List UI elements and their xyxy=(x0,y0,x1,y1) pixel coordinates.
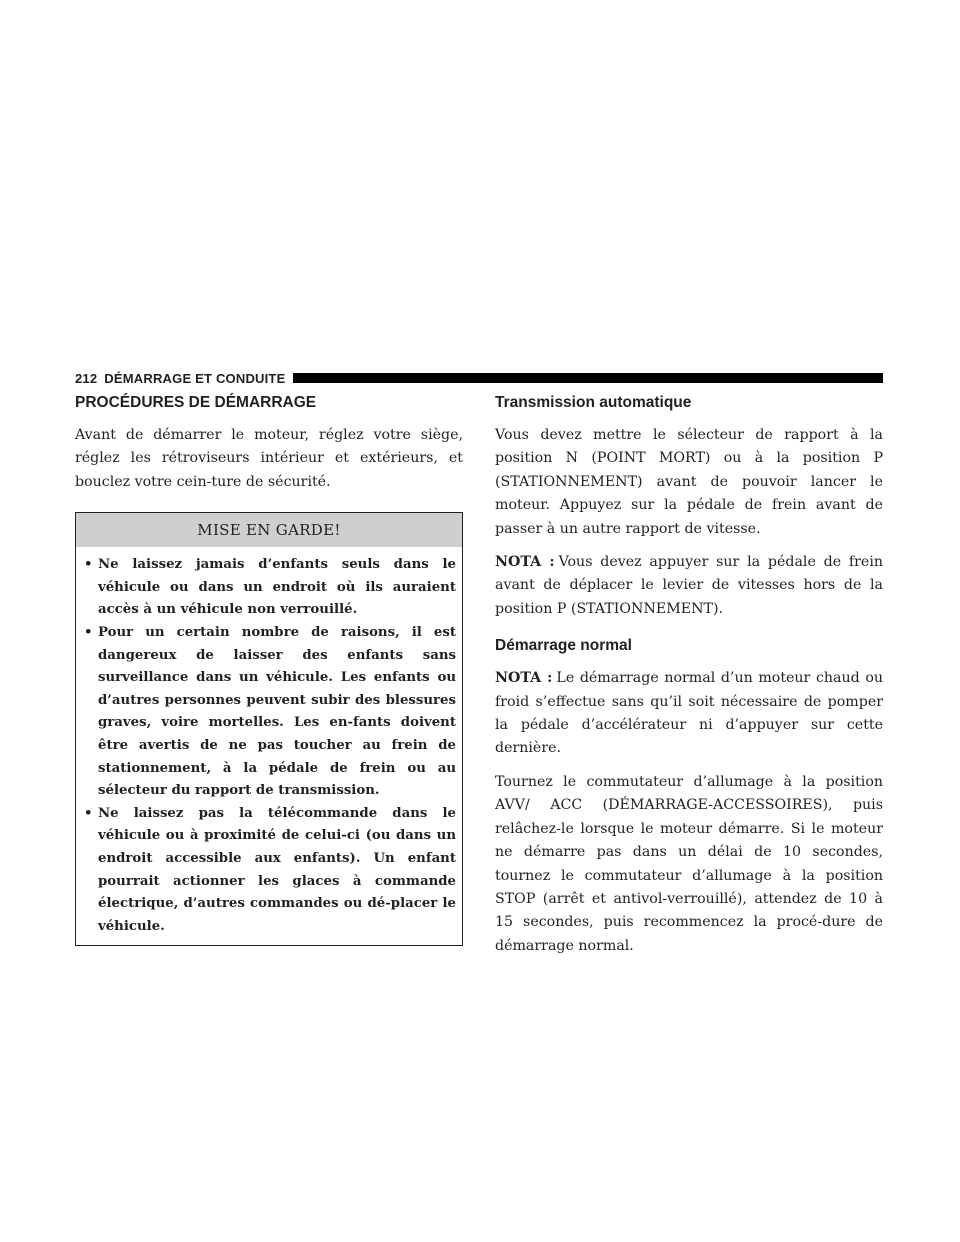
bullet-icon: • xyxy=(84,625,93,640)
nota-paragraph-2 xyxy=(495,667,883,761)
warning-item xyxy=(84,622,456,803)
normal-start-paragraph: Tournez le commutateur d’allumage à la position AVV/ ACC (DÉMARRAGE-ACCESSOIRES), puis relâchez-le lorsque le moteur démarre. Si le moteur ne démarre pas dans un délai de 10 secondes, tournez le commutateur d’allumage à la position STOP (arrêt et antivol-verrouillé), attendez de 10 à 15 secondes, puis recommencez la procé-dure de démarrage normal. xyxy=(495,773,883,954)
bullet-icon: • xyxy=(84,557,93,573)
warning-item-text: Ne laissez pas la télécommande dans le véhicule ou à proximité de celui-ci (ou dans un endroit accessible aux enfants). Un enfant pourrait actionner les glaces à commande électrique, d’autres commandes ou dé-placer le véhicule. xyxy=(98,805,456,934)
automatic-transmission-paragraph: Vous devez mettre le sélecteur de rapport à la position N (POINT MORT) ou à la position P (STATIONNEMENT) avant de pouvoir lancer le moteur. Appuyez sur la pédale de frein avant de passer à un autre rapport de vitesse. xyxy=(495,427,883,537)
subsection-title-automatic-transmission: Transmission automatique xyxy=(495,394,692,411)
warning-item-text: Ne laissez jamais d’enfants seuls dans le véhicule ou dans un endroit où ils auraient accès à un véhicule non verrouillé. xyxy=(98,557,456,618)
nota-paragraph-1 xyxy=(495,551,883,621)
nota-text: Vous devez appuyer sur la pédale de frein avant de déplacer le levier de vitesses hors de la position P (STATIONNEMENT). xyxy=(495,554,883,617)
nota-label: NOTA : xyxy=(495,554,555,571)
warning-item xyxy=(84,554,456,622)
left-column xyxy=(75,392,463,946)
right-column xyxy=(495,392,883,968)
section-name: DÉMARRAGE ET CONDUITE xyxy=(104,370,286,386)
warning-item xyxy=(84,803,456,939)
subsection-title-normal-start: Démarrage normal xyxy=(495,637,632,655)
running-header xyxy=(75,370,883,386)
nota-label: NOTA : xyxy=(495,670,553,687)
warning-title: MISE EN GARDE! xyxy=(76,513,462,547)
warning-box xyxy=(75,512,463,946)
section-title-starting-procedures: PROCÉDURES DE DÉMARRAGE xyxy=(75,394,317,411)
warning-item-text: Pour un certain nombre de raisons, il est dangereux de laisser des enfants sans surveillance dans un véhicule. Les enfants ou d’autres personnes peuvent subir des blessures graves, voire mortelles. Les en-fants doivent être avertis de ne pas toucher au frein de stationnement, à la pédale de frein ou au sélecteur du rapport de transmission. xyxy=(98,625,456,799)
page-number: 212 xyxy=(75,370,98,386)
header-rule xyxy=(293,373,883,383)
intro-paragraph: Avant de démarrer le moteur, réglez votre siège, réglez les rétroviseurs intérieur et extérieurs, et bouclez votre cein-ture de sécurité. xyxy=(75,427,463,490)
nota-text: Le démarrage normal d’un moteur chaud ou froid s’effectue sans qu’il soit nécessaire de pomper la pédale d’accélérateur ni d’appuyer sur cette dernière. xyxy=(495,670,884,757)
warning-list xyxy=(76,547,462,945)
bullet-icon: • xyxy=(84,805,93,821)
